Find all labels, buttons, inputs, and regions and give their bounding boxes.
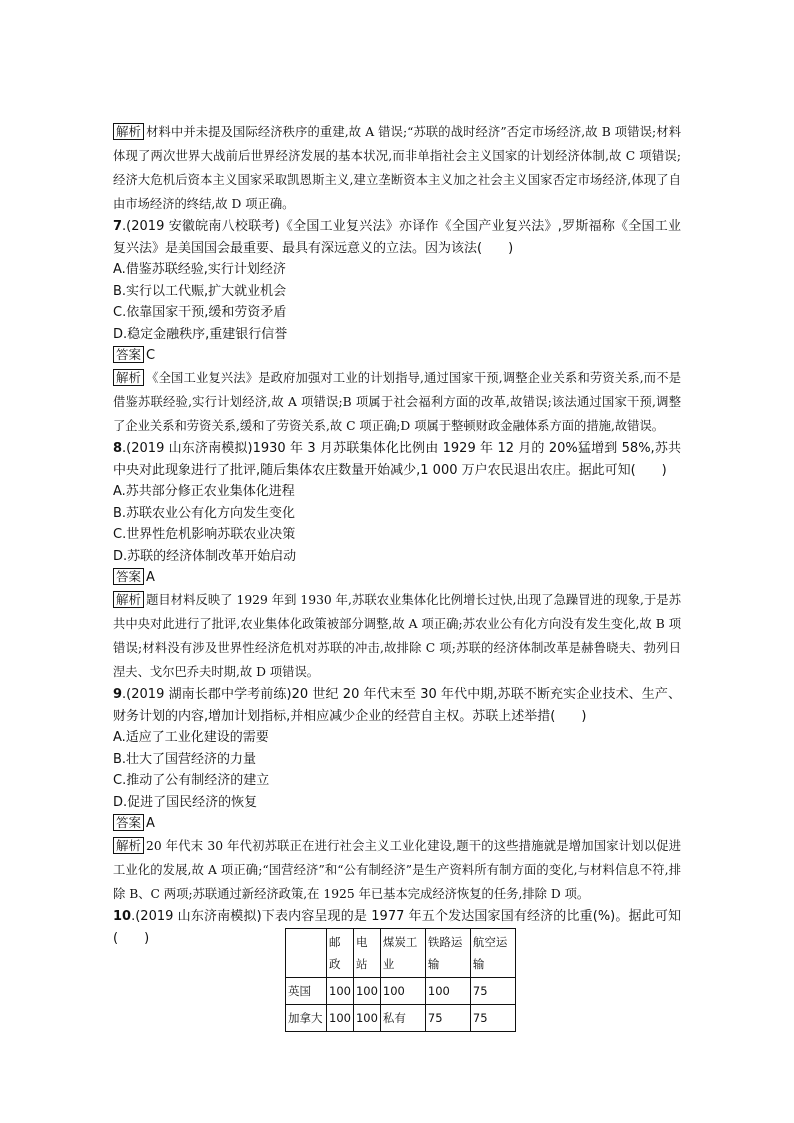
answer-tag: 答案 <box>113 814 144 831</box>
explanation-text: 20 年代末 30 年代初苏联正在进行社会主义工业化建设,题干的这些措施就是增加国家计划以促进工业化的发展,故 A 项正确;“国营经济”和“公有制经济”是生产资料所有制方面的变化,与材料信息不符,排除 B、C 两项;苏联通过新经济政策,在 1925 年已基本完成经济恢复的任务,排除 D 项。 <box>113 839 681 901</box>
q8-option-c: C.世界性危机影响苏联农业决策 <box>113 527 296 542</box>
table-cell: 100 <box>327 1005 354 1032</box>
table-cell: 100 <box>425 978 470 1005</box>
table-header-row <box>286 929 516 978</box>
table-cell: 英国 <box>286 978 327 1005</box>
table-cell: 加拿大 <box>286 1005 327 1032</box>
answer-value: A <box>146 816 155 831</box>
q8-explanation <box>113 588 681 684</box>
question-text: .(2019 湖南长郡中学考前练)20 世纪 20 年代末至 30 年代中期,苏联不断充实企业技术、生产、财务计划的内容,增加计划指标,并相应减少企业的经营自主权。苏联上述举措( ) <box>113 687 681 724</box>
table-header-cell: 邮政 <box>327 929 354 978</box>
table-row <box>286 1005 516 1032</box>
q8-answer <box>113 567 681 588</box>
table-header-cell: 航空运输 <box>470 929 515 978</box>
answer-tag: 答案 <box>113 346 144 363</box>
question-8-stem <box>113 438 681 481</box>
question-text: .(2019 安徽皖南八校联考)《全国工业复兴法》亦译作《全国产业复兴法》,罗斯福称《全国工业复兴法》是美国国会最重要、最具有深远意义的立法。因为该法( ) <box>113 219 681 256</box>
q8-option-d: D.苏联的经济体制改革开始启动 <box>113 548 297 564</box>
question-number: 9 <box>113 687 123 702</box>
explanation-text: 材料中并未提及国际经济秩序的重建,故 A 错误;“苏联的战时经济”否定市场经济,故 B 项错误;材料体现了两次世界大战前后世界经济发展的基本状况,而非单指社会主义国家的计划经济体制,故 C 项错误;经济大危机后资本主义国家采取凯恩斯主义,建立垄断资本主义加之社会主义国家否定市场经济,体现了自由市场经济的终结,故 D 项正确。 <box>113 125 681 211</box>
table-header-cell: 电站 <box>353 929 380 978</box>
explanation-tag: 解析 <box>113 591 144 608</box>
table-header-cell: 煤炭工业 <box>380 929 425 978</box>
explanation-tag: 解析 <box>113 123 144 140</box>
page-content <box>113 120 681 949</box>
q7-option-a: A.借鉴苏联经验,实行计划经济 <box>113 262 286 277</box>
q9-explanation <box>113 834 681 906</box>
explanation-text: 题目材料反映了 1929 年到 1930 年,苏联农业集体化比例增长过快,出现了急躁冒进的现象,于是苏共中央对此进行了批评,农业集体化政策被部分调整,故 A 项正确;苏农业公有化方向没有发生变化,故 B 项错误;材料没有涉及世界性经济危机对苏联的冲击,故排除 C 项;苏联的经济体制改革是赫鲁晓夫、勃列日涅夫、戈尔巴乔夫时期,故 D 项错误。 <box>113 593 681 679</box>
question-number: 8 <box>113 441 123 456</box>
table-cell: 100 <box>327 978 354 1005</box>
table-cell: 100 <box>353 1005 380 1032</box>
question-text: .(2019 山东济南模拟)下表内容呈现的是 1977 年五个发达国家国有经济的比重(%)。据此可知( ) <box>113 909 681 946</box>
question-9-stem <box>113 684 681 727</box>
table-cell: 75 <box>470 1005 515 1032</box>
table-cell: 75 <box>425 1005 470 1032</box>
question-number: 10 <box>113 909 132 924</box>
q9-option-a: A.适应了工业化建设的需要 <box>113 730 269 745</box>
q9-option-d: D.促进了国民经济的恢复 <box>113 794 258 810</box>
state-economy-table <box>285 928 516 1032</box>
answer-value: A <box>146 570 155 585</box>
table-cell: 私有 <box>380 1005 425 1032</box>
q7-option-b: B.实行以工代赈,扩大就业机会 <box>113 283 287 299</box>
answer-tag: 答案 <box>113 568 144 585</box>
table-header-cell <box>286 929 327 978</box>
table-cell: 100 <box>353 978 380 1005</box>
table-row <box>286 978 516 1005</box>
question-text: .(2019 山东济南模拟)1930 年 3 月苏联集体化比例由 1929 年 12 月的 20%猛增到 58%,苏共中央对此现象进行了批评,随后集体农庄数量开始减少,1 000 万户农民退出农庄。据此可知( ) <box>113 441 681 478</box>
table-cell: 75 <box>470 978 515 1005</box>
explanation-text: 《全国工业复兴法》是政府加强对工业的计划指导,通过国家干预,调整企业关系和劳资关系,而不是借鉴苏联经验,实行计划经济,故 A 项错误;B 项属于社会福利方面的改革,故错误;该法通过国家干预,调整了企业关系和劳资关系,缓和了劳资关系,故 C 项正确;D 项属于整顿财政金融体系方面的措施,故错误。 <box>113 371 681 433</box>
q6-explanation <box>113 120 681 216</box>
q7-answer <box>113 345 681 366</box>
q7-option-c: C.依靠国家干预,缓和劳资矛盾 <box>113 305 287 320</box>
q9-option-b: B.壮大了国营经济的力量 <box>113 751 257 767</box>
q8-option-b: B.苏联农业公有化方向发生变化 <box>113 505 296 521</box>
explanation-tag: 解析 <box>113 837 144 854</box>
table-header-cell: 铁路运输 <box>425 929 470 978</box>
question-number: 7 <box>113 219 123 234</box>
q8-option-a: A.苏共部分修正农业集体化进程 <box>113 484 295 499</box>
explanation-tag: 解析 <box>113 369 144 386</box>
q7-option-d: D.稳定金融秩序,重建银行信誉 <box>113 326 288 342</box>
q7-explanation <box>113 366 681 438</box>
q9-answer <box>113 813 681 834</box>
table-cell: 100 <box>380 978 425 1005</box>
answer-value: C <box>146 348 156 363</box>
question-7-stem <box>113 216 681 259</box>
q9-option-c: C.推动了公有制经济的建立 <box>113 773 270 788</box>
